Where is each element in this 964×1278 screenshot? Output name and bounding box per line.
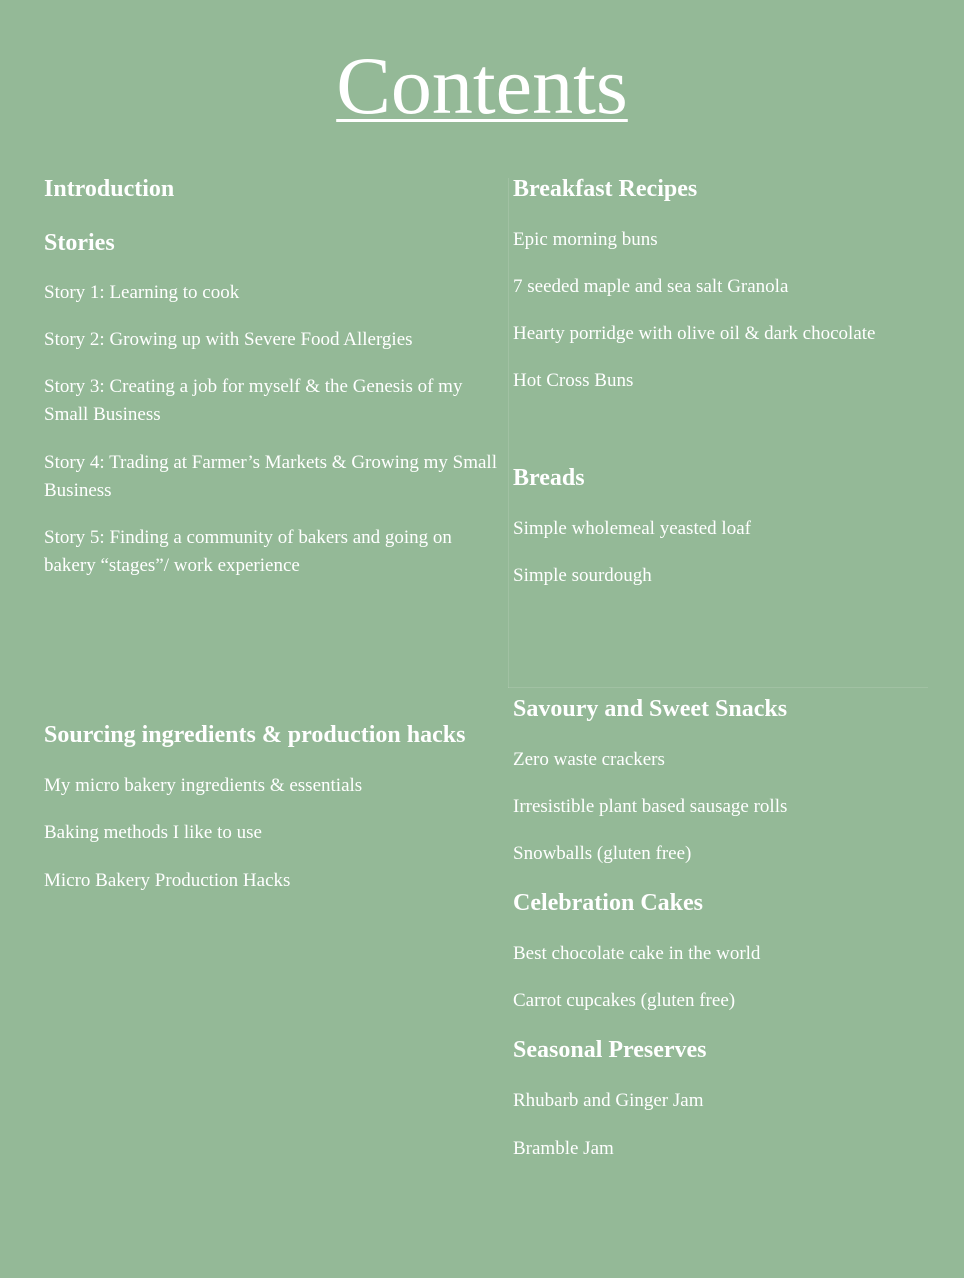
toc-cakes-item-2[interactable]: Carrot cupcakes (gluten free): [513, 990, 736, 1011]
toc-breakfast-heading[interactable]: Breakfast Recipes: [513, 176, 698, 202]
toc-breakfast-item-3[interactable]: Hearty porridge with olive oil & dark chocolate: [513, 323, 876, 344]
toc-story-4[interactable]: Story 4: Trading at Farmer’s Markets & Growing my Small Business: [44, 452, 497, 501]
toc-story-3[interactable]: Story 3: Creating a job for myself & the Genesis of my Small Business: [44, 376, 463, 425]
section-divider: [508, 687, 928, 688]
toc-introduction[interactable]: Introduction: [44, 176, 175, 202]
column-divider: [508, 178, 509, 688]
toc-sourcing-item-1[interactable]: My micro bakery ingredients & essentials: [44, 775, 363, 796]
toc-cakes-heading[interactable]: Celebration Cakes: [513, 890, 703, 916]
toc-breakfast-item-1[interactable]: Epic morning buns: [513, 229, 658, 250]
toc-snacks-item-2[interactable]: Irresistible plant based sausage rolls: [513, 796, 788, 817]
toc-sourcing-item-2[interactable]: Baking methods I like to use: [44, 822, 262, 843]
page-title: [0, 38, 964, 134]
toc-breakfast-item-4[interactable]: Hot Cross Buns: [513, 370, 634, 391]
toc-story-5[interactable]: Story 5: Finding a community of bakers and going on bakery “stages”/ work experience: [44, 527, 452, 576]
toc-sourcing-item-3[interactable]: Micro Bakery Production Hacks: [44, 870, 291, 891]
toc-cakes-item-1[interactable]: Best chocolate cake in the world: [513, 943, 761, 964]
toc-preserves-heading[interactable]: Seasonal Preserves: [513, 1037, 707, 1063]
toc-sourcing-heading[interactable]: Sourcing ingredients & production hacks: [44, 722, 466, 748]
toc-preserves-item-1[interactable]: Rhubarb and Ginger Jam: [513, 1090, 704, 1111]
toc-stories-heading[interactable]: Stories: [44, 230, 115, 256]
toc-breakfast-item-2[interactable]: 7 seeded maple and sea salt Granola: [513, 276, 789, 297]
toc-snacks-item-1[interactable]: Zero waste crackers: [513, 749, 665, 770]
toc-story-2[interactable]: Story 2: Growing up with Severe Food Allergies: [44, 329, 413, 350]
toc-breads-item-2[interactable]: Simple sourdough: [513, 565, 652, 586]
toc-story-1[interactable]: Story 1: Learning to cook: [44, 282, 240, 303]
toc-preserves-item-2[interactable]: Bramble Jam: [513, 1138, 614, 1159]
page-title-text: Contents: [336, 40, 628, 131]
toc-snacks-item-3[interactable]: Snowballs (gluten free): [513, 843, 692, 864]
toc-breads-heading[interactable]: Breads: [513, 465, 585, 491]
toc-breads-item-1[interactable]: Simple wholemeal yeasted loaf: [513, 518, 751, 539]
toc-snacks-heading[interactable]: Savoury and Sweet Snacks: [513, 696, 788, 722]
